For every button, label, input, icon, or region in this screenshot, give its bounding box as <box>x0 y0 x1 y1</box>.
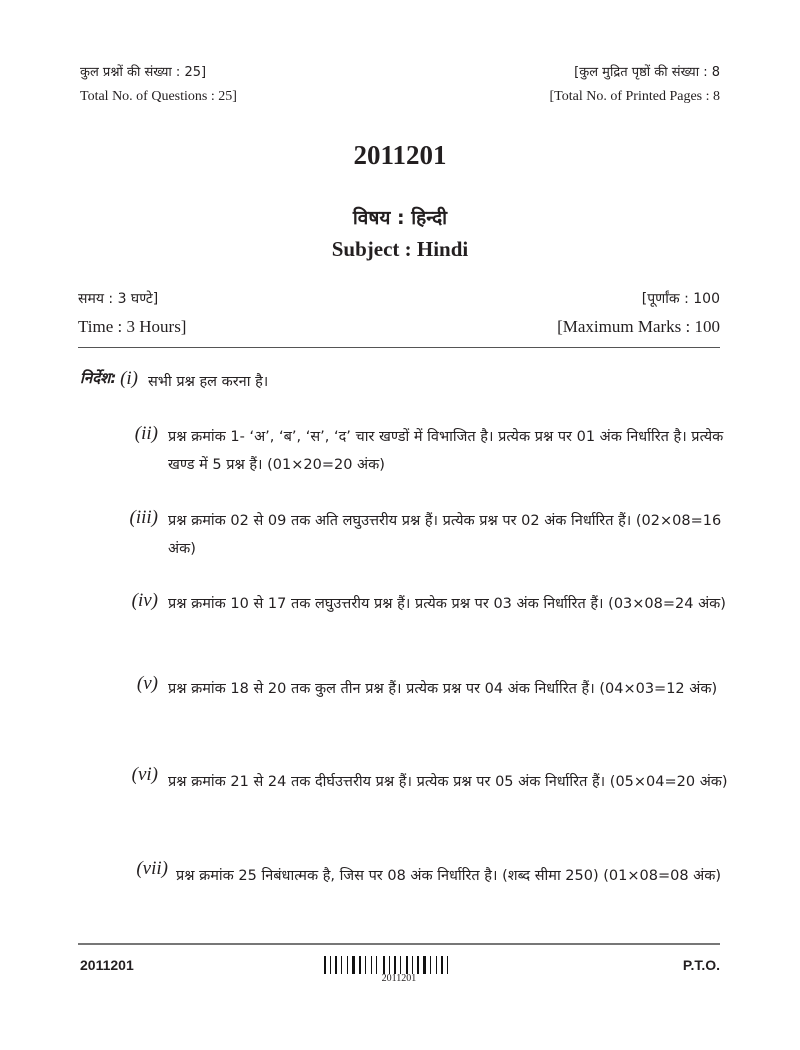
barcode-number: 2011201 <box>381 973 417 984</box>
barcode-bar <box>335 956 337 974</box>
instructions-label: निर्देश: <box>80 369 117 387</box>
barcode-bar <box>423 956 426 974</box>
total-questions-english: Total No. of Questions : 25] <box>80 89 237 104</box>
instruction-number: (vi) <box>131 764 158 785</box>
instruction-number: (ii) <box>134 423 158 444</box>
marks-english: [Maximum Marks : 100 <box>557 317 720 336</box>
barcode-bar <box>330 956 331 974</box>
total-pages-english: [Total No. of Printed Pages : 8 <box>549 89 720 104</box>
total-questions-hindi: कुल प्रश्नों की संख्या : 25] <box>80 65 207 80</box>
footer-pto: P.T.O. <box>682 957 720 973</box>
barcode-bar <box>394 956 396 974</box>
instruction-number: (iv) <box>131 590 158 611</box>
total-pages-hindi: [कुल मुद्रित पृष्ठों की संख्या : 8 <box>574 65 720 80</box>
barcode-bar <box>376 956 377 974</box>
instruction-text: प्रश्न क्रमांक 21 से 24 तक दीर्घउत्तरीय प्रश्न हैं। प्रत्येक प्रश्न पर 05 अंक निर्धारित हैं। (05×04=20 अंक) <box>168 774 728 790</box>
instruction-number: (v) <box>136 673 158 694</box>
barcode-bar <box>400 956 401 974</box>
header-left <box>80 61 237 109</box>
instruction-number: (iii) <box>129 507 158 528</box>
marks-block <box>557 286 720 340</box>
instruction-text: प्रश्न क्रमांक 02 से 09 तक अति लघुउत्तरीय प्रश्न हैं। प्रत्येक प्रश्न पर 02 अंक निर्धारित हैं। (02×08=16 अंक) <box>168 513 722 557</box>
barcode-bar <box>383 956 385 974</box>
barcode-bar <box>389 956 390 974</box>
barcode-bar <box>436 956 437 974</box>
barcode-bar <box>324 956 326 974</box>
barcode-bar <box>352 956 355 974</box>
time-english: Time : 3 Hours] <box>78 317 187 336</box>
instruction-number: (vii) <box>136 858 168 879</box>
barcode-bar <box>365 956 366 974</box>
time-hindi: समय : 3 घण्टे] <box>78 291 159 307</box>
barcode-bar <box>341 956 342 974</box>
instruction-text: प्रश्न क्रमांक 18 से 20 तक कुल तीन प्रश्न हैं। प्रत्येक प्रश्न पर 04 अंक निर्धारित हैं। (04×03=12 अंक) <box>168 681 718 697</box>
barcode <box>324 956 474 974</box>
instruction-text: प्रश्न क्रमांक 1- ‘अ’, ‘ब’, ‘स’, ‘द’ चार खण्डों में विभाजित है। प्रत्येक प्रश्न पर 01 अंक निर्धारित है। प्रत्येक खण्ड में 5 प्रश्न हैं। (01×20=20 अंक) <box>168 429 724 473</box>
barcode-bar <box>417 956 419 974</box>
instruction-text: सभी प्रश्न हल करना है। <box>148 374 269 390</box>
subject-hindi: विषय : हिन्दी <box>352 207 448 229</box>
footer-paper-code: 2011201 <box>80 957 134 973</box>
barcode-bar <box>347 956 348 974</box>
barcode-bar <box>406 956 408 974</box>
barcode-bar <box>359 956 361 974</box>
marks-hindi: [पूर्णांक : 100 <box>641 291 720 307</box>
instruction-text: प्रश्न क्रमांक 25 निबंधात्मक है, जिस पर 08 अंक निर्धारित है। (शब्द सीमा 250) (01×08=08 अंक) <box>176 868 722 884</box>
barcode-bar <box>412 956 413 974</box>
header-divider <box>78 347 720 348</box>
paper-code-title: 2011201 <box>353 140 447 170</box>
instruction-text: प्रश्न क्रमांक 10 से 17 तक लघुउत्तरीय प्रश्न हैं। प्रत्येक प्रश्न पर 03 अंक निर्धारित हैं। (03×08=24 अंक) <box>168 596 726 612</box>
barcode-bar <box>441 956 443 974</box>
instruction-number: (i) <box>120 368 138 389</box>
time-block <box>78 286 186 340</box>
barcode-bar <box>447 956 448 974</box>
barcode-bar <box>371 956 372 974</box>
barcode-bar <box>430 956 431 974</box>
subject-english: Subject : Hindi <box>331 237 469 261</box>
header-right <box>550 61 721 109</box>
footer-divider <box>78 943 720 945</box>
